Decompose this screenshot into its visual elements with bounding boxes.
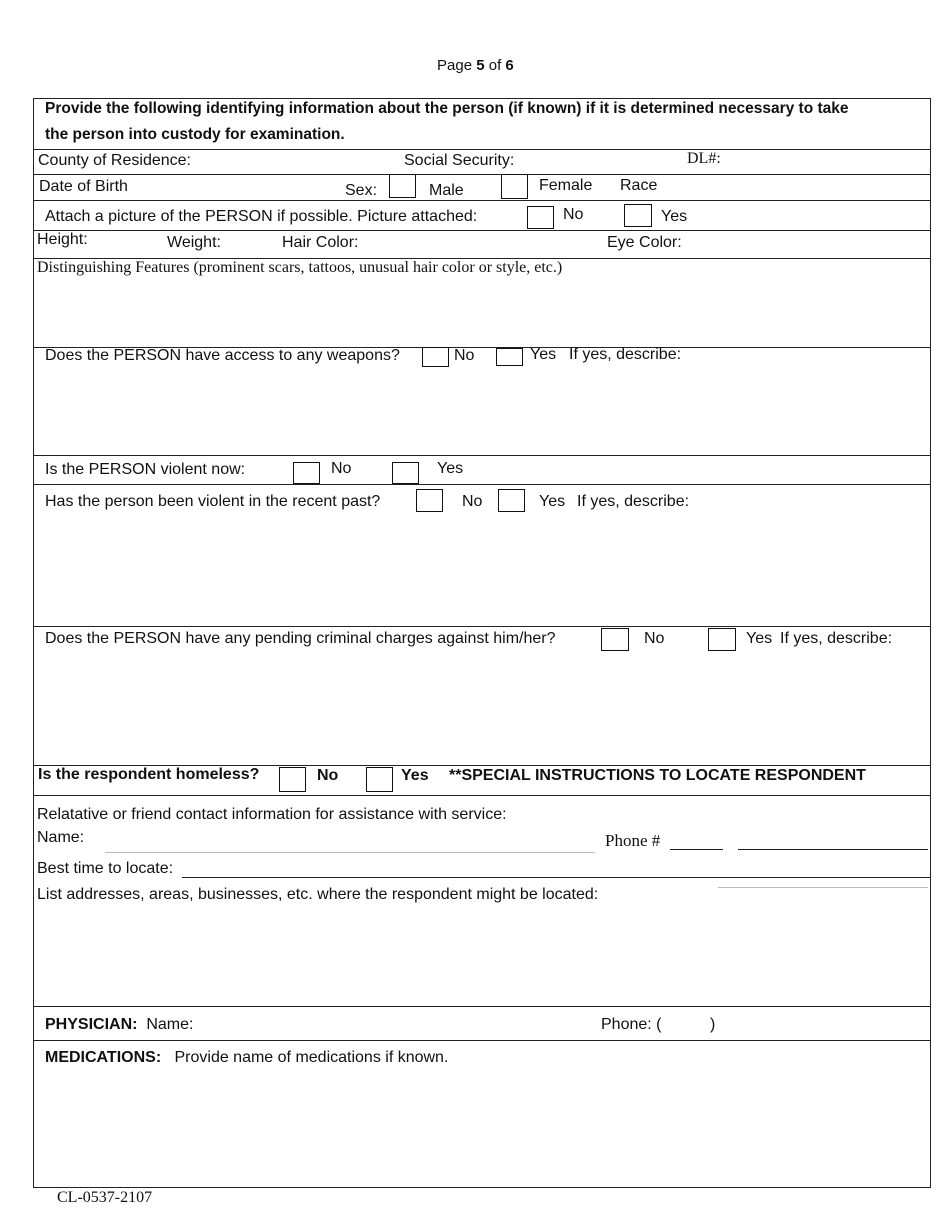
page-current: 5 [476, 57, 485, 74]
charges-describe-field[interactable] [40, 655, 925, 760]
page-total: 6 [505, 57, 514, 74]
violent-past-label: Has the person been violent in the recent past? [45, 493, 381, 510]
violent-past-describe-field[interactable] [40, 516, 925, 621]
ssn-field[interactable] [522, 152, 677, 172]
violent-now-yes-checkbox[interactable] [392, 462, 419, 484]
homeless-no-checkbox[interactable] [279, 767, 306, 792]
physician-row [45, 1016, 193, 1034]
intro-line-2: the person into custody for examination. [45, 126, 345, 143]
page-of-word: of [488, 57, 502, 74]
dl-label: DL#: [687, 150, 721, 167]
height-label: Height: [37, 231, 88, 248]
features-label: Distinguishing Features (prominent scars, tattoos, unusual hair color or style, etc.) [37, 259, 563, 276]
physician-phone-close: ) [710, 1016, 716, 1033]
physician-phone-field[interactable] [666, 1014, 706, 1036]
charges-yes-checkbox[interactable] [708, 628, 736, 651]
contact-phone-label: Phone # [605, 831, 661, 850]
rule [33, 1040, 931, 1041]
hair-color-label: Hair Color: [282, 234, 359, 251]
picture-no-checkbox[interactable] [527, 206, 554, 229]
charges-yes-label: Yes [746, 630, 773, 647]
physician-name-field[interactable] [200, 1014, 590, 1036]
rule [33, 174, 931, 175]
page-word: Page [437, 57, 473, 74]
race-field[interactable] [665, 177, 920, 197]
picture-no-label: No [563, 206, 584, 223]
contact-name-field[interactable] [105, 852, 595, 853]
rule [33, 149, 931, 150]
physician-name-label: Name: [146, 1016, 194, 1033]
special-instructions-label: **SPECIAL INSTRUCTIONS TO LOCATE RESPONDENT [449, 767, 866, 784]
race-label: Race [620, 177, 658, 194]
female-checkbox[interactable] [501, 174, 528, 199]
weight-label: Weight: [167, 234, 221, 251]
ssn-label: Social Security: [404, 152, 515, 169]
weapons-label: Does the PERSON have access to any weapons? [45, 347, 400, 364]
features-field[interactable] [36, 282, 926, 342]
weapons-describe-label: If yes, describe: [569, 346, 682, 363]
male-checkbox[interactable] [389, 174, 416, 198]
weapons-yes-label: Yes [530, 346, 557, 363]
charges-describe-label: If yes, describe: [780, 630, 893, 647]
sex-label: Sex: [345, 182, 378, 199]
intro-line-1: Provide the following identifying information about the person (if known) if it is determined necessary to take [45, 100, 849, 117]
weapons-no-checkbox[interactable] [422, 347, 449, 367]
county-label: County of Residence: [38, 152, 191, 169]
rule [33, 626, 931, 627]
county-field[interactable] [200, 152, 395, 172]
violent-now-yes-label: Yes [437, 460, 464, 477]
rule [33, 455, 931, 456]
charges-no-checkbox[interactable] [601, 628, 629, 651]
medications-field[interactable] [40, 1074, 925, 1182]
weapons-no-label: No [454, 347, 475, 364]
charges-no-label: No [644, 630, 665, 647]
weapons-describe-field[interactable] [40, 370, 925, 450]
contact-phone-area-field[interactable] [670, 849, 723, 850]
female-label: Female [539, 177, 593, 194]
violent-now-no-checkbox[interactable] [293, 462, 320, 484]
violent-past-no-checkbox[interactable] [416, 489, 443, 512]
dob-field[interactable] [140, 178, 335, 198]
violent-now-no-label: No [331, 460, 352, 477]
form-code: CL-0537-2107 [57, 1189, 153, 1206]
homeless-label: Is the respondent homeless? [38, 766, 260, 783]
homeless-yes-label: Yes [401, 767, 429, 784]
male-label: Male [429, 182, 464, 199]
physician-phone-label: Phone: ( [601, 1016, 662, 1033]
rule [33, 200, 931, 201]
homeless-yes-checkbox[interactable] [366, 767, 393, 792]
violent-now-label: Is the PERSON violent now: [45, 461, 246, 478]
charges-label: Does the PERSON have any pending criminal charges against him/her? [45, 630, 556, 647]
divider [718, 887, 928, 888]
physician-title: PHYSICIAN: [45, 1016, 138, 1033]
addresses-field[interactable] [36, 908, 926, 1002]
homeless-no-label: No [317, 767, 339, 784]
rule [33, 795, 931, 796]
eye-color-label: Eye Color: [607, 234, 682, 251]
best-time-field[interactable] [182, 877, 930, 878]
picture-yes-checkbox[interactable] [624, 204, 652, 227]
violent-past-yes-checkbox[interactable] [498, 489, 525, 512]
rule [33, 1006, 931, 1007]
rule [33, 230, 931, 231]
picture-label: Attach a picture of the PERSON if possible. Picture attached: [45, 208, 478, 225]
page-number [437, 57, 514, 74]
medications-label: Provide name of medications if known. [174, 1049, 449, 1066]
medications-row [45, 1049, 448, 1067]
violent-past-yes-label: Yes [539, 493, 566, 510]
dl-field[interactable] [728, 152, 923, 172]
dob-label: Date of Birth [39, 178, 128, 195]
contact-name-label: Name: [37, 829, 85, 846]
medications-title: MEDICATIONS: [45, 1049, 162, 1066]
best-time-label: Best time to locate: [37, 860, 174, 877]
picture-yes-label: Yes [661, 208, 688, 225]
contact-phone-number-field[interactable] [738, 849, 928, 850]
addresses-label: List addresses, areas, businesses, etc. where the respondent might be located: [37, 886, 599, 903]
rule [33, 484, 931, 485]
violent-past-no-label: No [462, 493, 483, 510]
violent-past-describe-label: If yes, describe: [577, 493, 690, 510]
weapons-yes-checkbox[interactable] [496, 348, 523, 366]
contact-intro-label: Relatative or friend contact information for assistance with service: [37, 806, 507, 823]
